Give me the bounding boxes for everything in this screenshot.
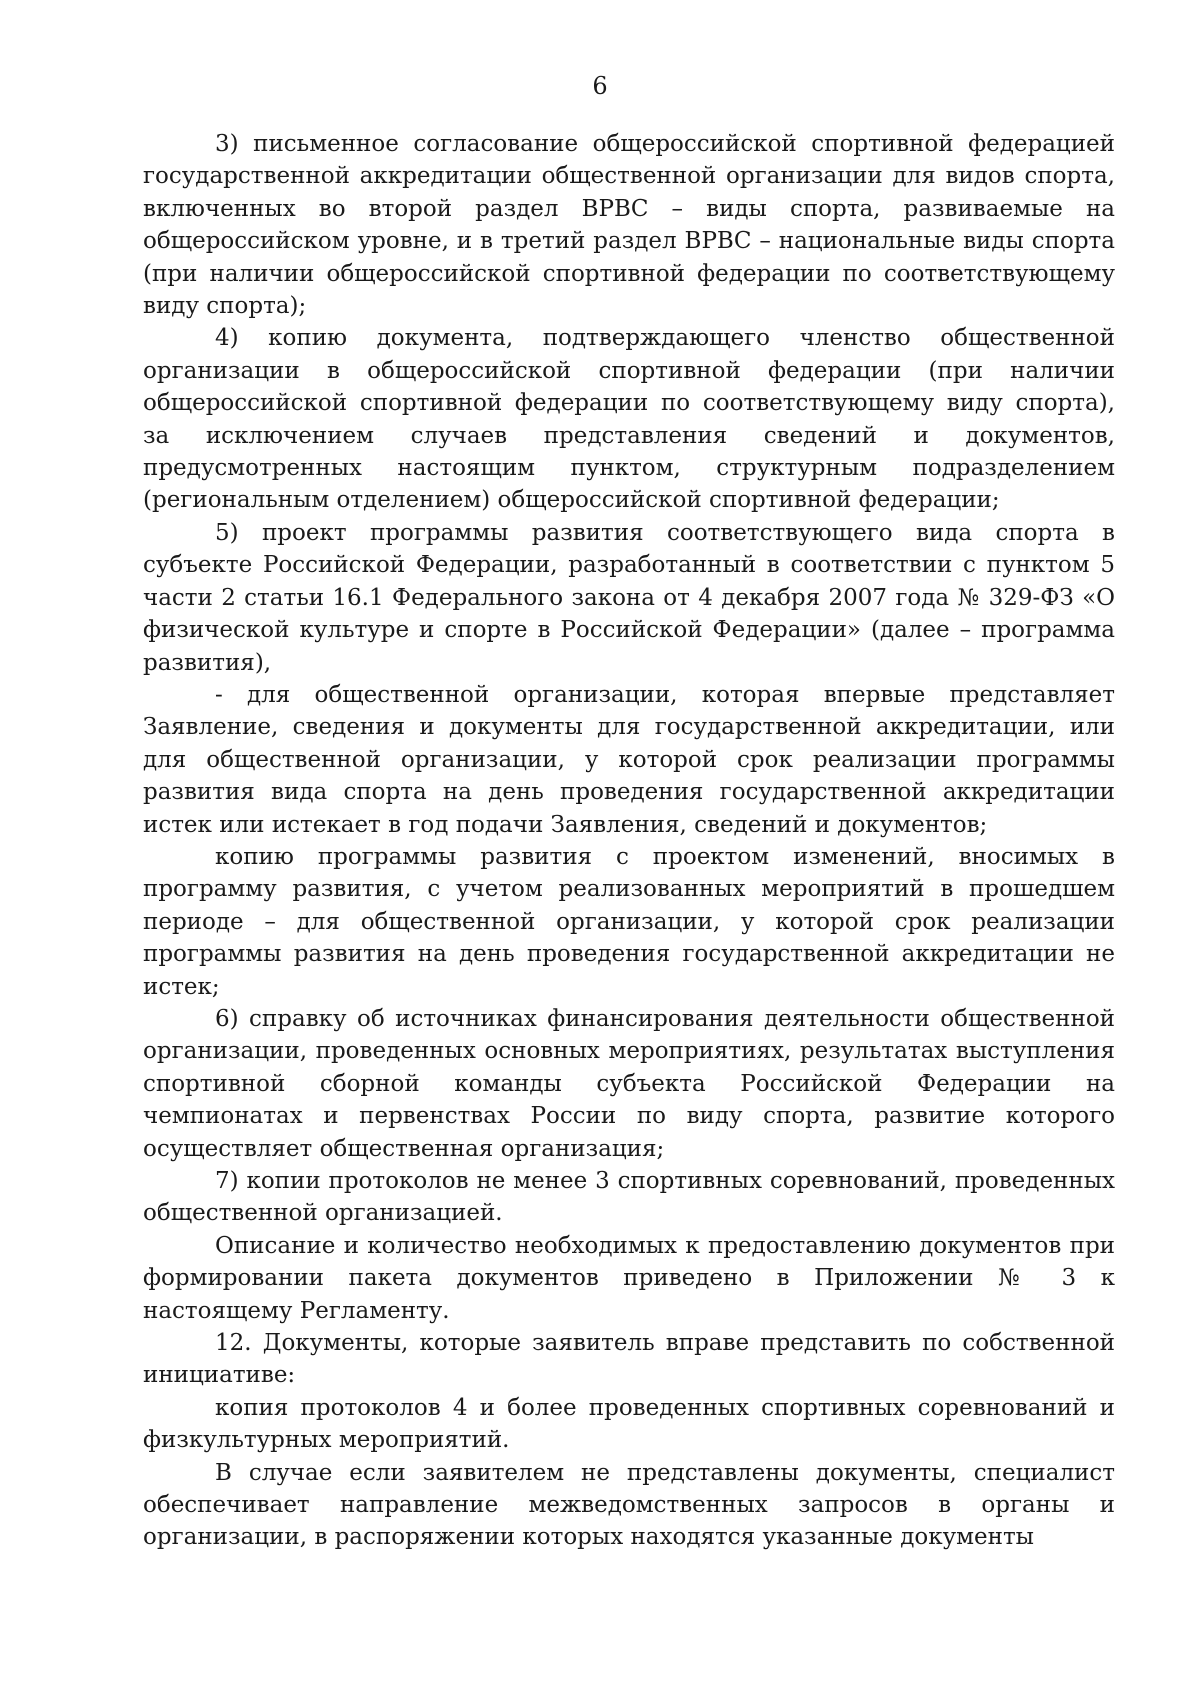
paragraph-item-3: 3) письменное согласование общероссийской спортивной федерацией государственной аккредитации общественной организации для видов спорта, включенных во второй раздел ВРВС – виды спорта, развиваемые на общероссийском уровне, и в третий раздел ВРВС – национальные виды спорта (при наличии общероссийской спортивной федерации по соответствующему виду спорта); <box>143 131 1115 320</box>
paragraph-subitem-first-submission: - для общественной организации, которая впервые представляет Заявление, сведения и документы для государственной аккредитации, или для общественной организации, у которой срок реализации программы развития вида спорта на день проведения государственной аккредитации истек или истекает в год подачи Заявления, сведений и документов; <box>143 681 1115 838</box>
document-body <box>143 128 1115 1554</box>
paragraph-section-12: 12. Документы, которые заявитель вправе представить по собственной инициативе: <box>143 1330 1115 1389</box>
paragraph-protocols-copy: копия протоколов 4 и более проведенных спортивных соревнований и физкультурных мероприятий. <box>143 1394 1115 1454</box>
page-number: 6 <box>592 72 608 100</box>
paragraph-item-4: 4) копию документа, подтверждающего членство общественной организации в общероссийской спортивной федерации (при наличии общероссийской спортивной федерации по соответствующему виду спорта), за исключением случаев представления сведений и документов, предусмотренных настоящим пунктом, структурным подразделением (региональным отделением) общероссийской спортивной федерации; <box>143 325 1115 514</box>
paragraph-item-7: 7) копии протоколов не менее 3 спортивных соревнований, проведенных общественной организацией. <box>143 1168 1115 1227</box>
paragraph-subitem-program-copy: копию программы развития с проектом изменений, вносимых в программу развития, с учетом реализованных мероприятий в прошедшем периоде – для общественной организации, у которой срок реализации программы развития на день проведения государственной аккредитации не истек; <box>143 843 1115 1000</box>
paragraph-interagency-requests: В случае если заявителем не представлены документы, специалист обеспечивает направление межведомственных запросов в органы и организации, в распоряжении которых находятся указанные документы <box>143 1459 1115 1551</box>
paragraph-appendix-reference: Описание и количество необходимых к предоставлению документов при формировании пакета документов приведено в Приложении № 3 к настоящему Регламенту. <box>143 1232 1115 1324</box>
paragraph-item-5: 5) проект программы развития соответствующего вида спорта в субъекте Российской Федерации, разработанный в соответствии с пунктом 5 части 2 статьи 16.1 Федерального закона от 4 декабря 2007 года № 329-ФЗ «О физической культуре и спорте в Российской Федерации» (далее – программа развития), <box>143 519 1115 676</box>
paragraph-item-6: 6) справку об источниках финансирования деятельности общественной организации, проведенных основных мероприятиях, результатах выступления спортивной сборной команды субъекта Российской Федерации на чемпионатах и первенствах России по виду спорта, развитие которого осуществляет общественная организация; <box>143 1005 1115 1162</box>
